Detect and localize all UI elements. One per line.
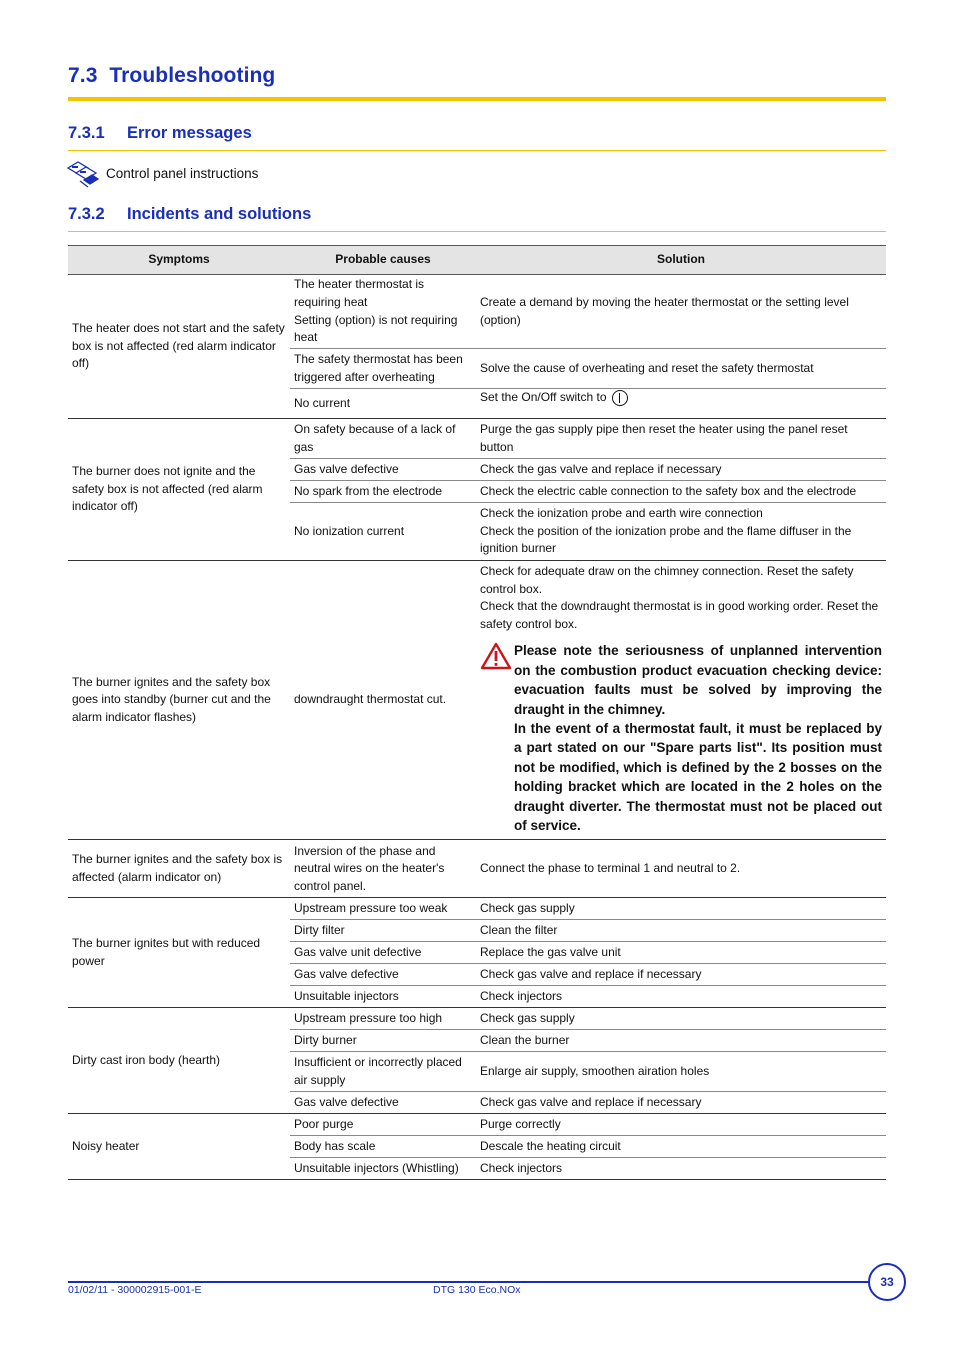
footer-document-ref: 01/02/11 - 300002915-001-E: [68, 1284, 202, 1296]
solution-text: Check gas supply: [480, 901, 575, 916]
subsection-rule: [68, 150, 886, 151]
header-symptoms: Symptoms: [68, 246, 290, 275]
solution-cell: [476, 1052, 886, 1092]
symptom-cell: [68, 275, 290, 419]
subsection-title: Error messages: [127, 124, 252, 142]
solution-cell: [476, 349, 886, 389]
solution-text: Check gas supply: [480, 1011, 575, 1026]
cause-text: On safety because of a lack of gas: [294, 421, 456, 454]
cause-cell: [290, 1158, 476, 1180]
solution-cell: [476, 1030, 886, 1052]
cause-cell: [290, 503, 476, 561]
footer-rule: [68, 1281, 884, 1283]
solution-text: Purge correctly: [480, 1117, 561, 1132]
symptom-text: Noisy heater: [72, 1139, 140, 1154]
section-title-text: Troubleshooting: [109, 64, 276, 87]
solution-text: Check the gas valve and replace if necessary: [480, 461, 722, 476]
cause-cell: [290, 1030, 476, 1052]
cause-cell: [290, 349, 476, 389]
table-row: [68, 275, 886, 349]
control-panel-reference: [66, 158, 258, 188]
cause-text: Upstream pressure too high: [294, 1011, 443, 1026]
cause-text: Insufficient or incorrectly placed air supply: [294, 1055, 462, 1087]
cause-text: Unsuitable injectors (Whistling): [294, 1161, 459, 1176]
symptom-cell: [68, 1114, 290, 1180]
cause-cell: [290, 389, 476, 419]
solution-text: Solve the cause of overheating and reset the safety thermostat: [480, 360, 814, 375]
cause-text: Gas valve defective: [294, 1095, 399, 1110]
solution-cell: [476, 1114, 886, 1136]
footer-product-name: DTG 130 Eco.NOx: [433, 1284, 521, 1296]
subsection-error-messages: [68, 124, 252, 143]
section-title: [68, 64, 275, 88]
symptom-text: Dirty cast iron body (hearth): [72, 1053, 221, 1068]
cause-text: Gas valve defective: [294, 967, 399, 982]
cause-text: Poor purge: [294, 1117, 354, 1132]
subsection-incidents: [68, 205, 311, 224]
solution-cell: [476, 459, 886, 481]
solution-text: Check gas valve and replace if necessary: [480, 1095, 702, 1110]
cause-cell: [290, 459, 476, 481]
symptom-cell: [68, 840, 290, 898]
solution-text: Create a demand by moving the heater thermostat or the setting level (option): [480, 294, 849, 327]
solution-cell: [476, 1008, 886, 1030]
cause-cell: [290, 1092, 476, 1114]
solution-text: Connect the phase to terminal 1 and neutral to 2.: [480, 861, 741, 876]
symptom-cell: [68, 561, 290, 840]
symptom-text: The burner ignites but with reduced power: [72, 936, 261, 968]
solution-text: Check for adequate draw on the chimney connection. Reset the safety control box. Check that the downdraught thermostat is in good working order. Reset the safety control box.: [480, 564, 879, 631]
symptom-text: The burner ignites and the safety box goes into standby (burner cut and the alarm indicator flashes): [72, 674, 271, 725]
cause-cell: [290, 840, 476, 898]
cause-cell: [290, 920, 476, 942]
symptom-text: The burner ignites and the safety box is affected (alarm indicator on): [72, 852, 283, 884]
solution-text: Purge the gas supply pipe then reset the heater using the panel reset button: [480, 421, 848, 454]
cause-text: Body has scale: [294, 1139, 376, 1154]
cause-text: No ionization current: [294, 523, 405, 538]
section-rule: [68, 97, 886, 101]
solution-text: Check gas valve and replace if necessary: [480, 967, 702, 982]
solution-cell: [476, 1092, 886, 1114]
troubleshooting-table: [68, 245, 886, 1180]
solution-cell: [476, 275, 886, 349]
table-row: [68, 1008, 886, 1030]
solution-cell: [476, 561, 886, 840]
solution-cell: [476, 964, 886, 986]
solution-text: Replace the gas valve unit: [480, 945, 621, 960]
header-causes: Probable causes: [290, 246, 476, 275]
cause-cell: [290, 561, 476, 840]
section-number: 7.3: [68, 64, 98, 87]
header-solution: Solution: [476, 246, 886, 275]
solution-text: Clean the burner: [480, 1033, 570, 1048]
cause-cell: [290, 986, 476, 1008]
cause-cell: [290, 275, 476, 349]
solution-text: Check injectors: [480, 989, 563, 1004]
on-off-switch-icon: [612, 390, 628, 406]
solution-cell: [476, 1158, 886, 1180]
symptom-text: The heater does not start and the safety box is not affected (red alarm indicator off): [72, 321, 285, 371]
cause-cell: [290, 419, 476, 459]
cause-text: The heater thermostat is requiring heat Setting (option) is not requiring heat: [294, 277, 458, 345]
page-number: 33: [868, 1263, 906, 1301]
subsection-number: 7.3.1: [68, 124, 105, 142]
cause-text: Inversion of the phase and neutral wires on the heater's control panel.: [294, 843, 445, 893]
cause-cell: [290, 1136, 476, 1158]
cause-cell: [290, 1052, 476, 1092]
solution-cell: [476, 920, 886, 942]
solution-cell: [476, 898, 886, 920]
table-row: [68, 561, 886, 840]
cause-cell: [290, 1008, 476, 1030]
cause-cell: [290, 898, 476, 920]
book-reference-icon: [66, 158, 100, 188]
warning-icon: [480, 642, 512, 670]
cause-text: The safety thermostat has been triggered after overheating: [294, 351, 463, 384]
symptom-cell: [68, 898, 290, 1008]
table-row: [68, 898, 886, 920]
cause-text: Unsuitable injectors: [294, 989, 399, 1004]
solution-cell: [476, 503, 886, 561]
table-row: [68, 1114, 886, 1136]
cause-cell: [290, 1114, 476, 1136]
subsection-number: 7.3.2: [68, 205, 105, 223]
cause-cell: [290, 481, 476, 503]
subsection-title: Incidents and solutions: [127, 205, 312, 223]
solution-cell: [476, 942, 886, 964]
symptom-cell: [68, 1008, 290, 1114]
subsection-rule: [68, 231, 886, 232]
solution-cell: [476, 481, 886, 503]
symptom-cell: [68, 419, 290, 561]
table-body: [68, 275, 886, 1180]
control-panel-text: Control panel instructions: [106, 165, 259, 181]
cause-cell: [290, 964, 476, 986]
solution-cell: [476, 840, 886, 898]
cause-cell: [290, 942, 476, 964]
solution-text: Set the On/Off switch to: [480, 390, 607, 404]
solution-text: Descale the heating circuit: [480, 1139, 621, 1154]
table-row: [68, 419, 886, 459]
cause-text: No current: [294, 395, 351, 410]
cause-text: Gas valve defective: [294, 461, 399, 476]
solution-cell: [476, 1136, 886, 1158]
cause-text: downdraught thermostat cut.: [294, 692, 447, 707]
cause-text: Dirty filter: [294, 923, 345, 938]
cause-text: Upstream pressure too weak: [294, 901, 448, 916]
solution-text: Check the ionization probe and earth wire connection Check the position of the ionization probe and the flame diffuser in the ignition burner: [480, 506, 852, 556]
solution-text: Check the electric cable connection to the safety box and the electrode: [480, 483, 857, 498]
solution-cell: [476, 419, 886, 459]
solution-text: Enlarge air supply, smoothen airation holes: [480, 1064, 710, 1079]
solution-text: Check injectors: [480, 1161, 563, 1176]
cause-text: No spark from the electrode: [294, 483, 443, 498]
safety-warning: [480, 641, 882, 835]
table-header-row: [68, 246, 886, 275]
solution-cell: [476, 389, 886, 419]
cause-text: Gas valve unit defective: [294, 945, 422, 960]
solution-text: Clean the filter: [480, 923, 558, 938]
warning-text: Please note the seriousness of unplanned intervention on the combustion product evacuation checking device: evacuation faults must be solved by improving the draught in the chimney. In the event of a thermostat fault, it must be replaced by a part stated on our "Spare parts list". Its position must not be modified, which is defined by the 2 bosses on the holding bracket which are located in the 2 holes on the draught diverter. The thermostat must not be placed out of service.: [514, 643, 882, 834]
table-row: [68, 840, 886, 898]
symptom-text: The burner does not ignite and the safety box is not affected (red alarm indicator off): [72, 464, 263, 514]
cause-text: Dirty burner: [294, 1033, 357, 1048]
solution-cell: [476, 986, 886, 1008]
